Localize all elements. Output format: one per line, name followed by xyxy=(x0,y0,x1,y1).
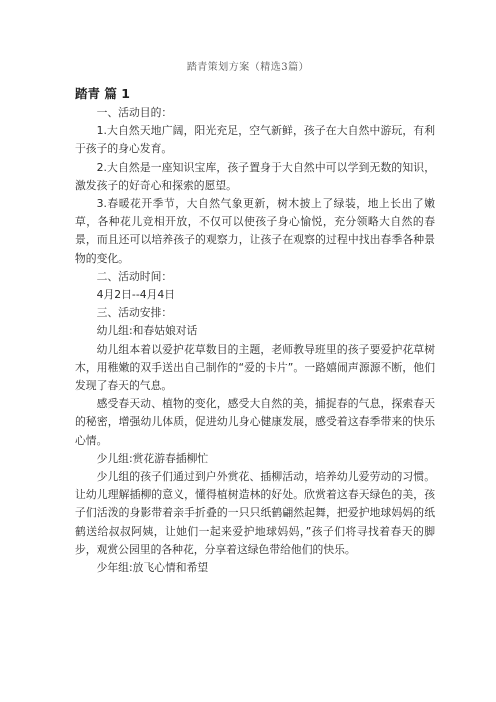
subheading-children: 少儿组:赏花游春插柳忙 xyxy=(96,451,209,465)
paragraph-purpose-3: 3.春暖花开季节，大自然气象更新，树木披上了绿装，地上长出了嫩草，各种花儿竞相开放，不仅可以使孩子身心愉悦，充分领略大自然的春景，而且还可以培养孩子的观察力，让孩子在观察的过程中找出春季各种景物的变化。 xyxy=(75,197,435,265)
paragraph-children: 少儿组的孩子们通过到户外赏花、插柳活动，培养幼儿爱劳动的习惯。让幼儿理解插柳的意义，懂得植树造林的好处。欣赏着这春天绿色的美，孩子们活泼的身影带着亲手折叠的一只只纸鹤翩然起舞，把爱护地球妈妈的纸鹤送给叔叔阿姨，让她们一起来爱护地球妈妈，”孩子们将寻找着春天的脚步，观赏公园里的各种花，分享着这绿色带给他们的快乐。 xyxy=(75,470,435,556)
subheading-kindergarten: 幼儿组:和春姑娘对话 xyxy=(96,324,198,338)
document-header: 踏青策划方案（精选3篇） xyxy=(186,62,310,73)
heading-time: 二、活动时间： xyxy=(96,269,173,283)
subheading-teens: 少年组:放飞心情和希望 xyxy=(96,561,209,575)
paragraph-kindergarten-2: 感受春天动、植物的变化，感受大自然的美，捕捉春的气息，探索春天的秘密，增强幼儿体质，促进幼儿身心健康发展，感受着这春季带来的快乐心情。 xyxy=(75,397,435,447)
section-title: 踏青 篇 1 xyxy=(75,86,130,101)
paragraph-purpose-1: 1.大自然天地广阔，阳光充足，空气新鲜，孩子在大自然中游玩，有利于孩子的身心发育。 xyxy=(75,124,435,156)
heading-arrangement: 三、活动安排： xyxy=(96,306,173,320)
paragraph-kindergarten-1: 幼儿组本着以爱护花草数目的主题，老师教导班里的孩子要爱护花草树木，用稚嫩的双手送出自己制作的“爱的卡片”。一路嬉闹声源源不断，他们发现了春天的气息。 xyxy=(75,342,435,393)
heading-purpose: 一、活动目的： xyxy=(96,106,173,119)
paragraph-time: 4月2日--4月4日 xyxy=(96,288,176,302)
paragraph-purpose-2: 2.大自然是一座知识宝库，孩子置身于大自然中可以学到无数的知识，激发孩子的好奇心和探索的愿望。 xyxy=(75,160,435,192)
document-body xyxy=(75,86,435,577)
